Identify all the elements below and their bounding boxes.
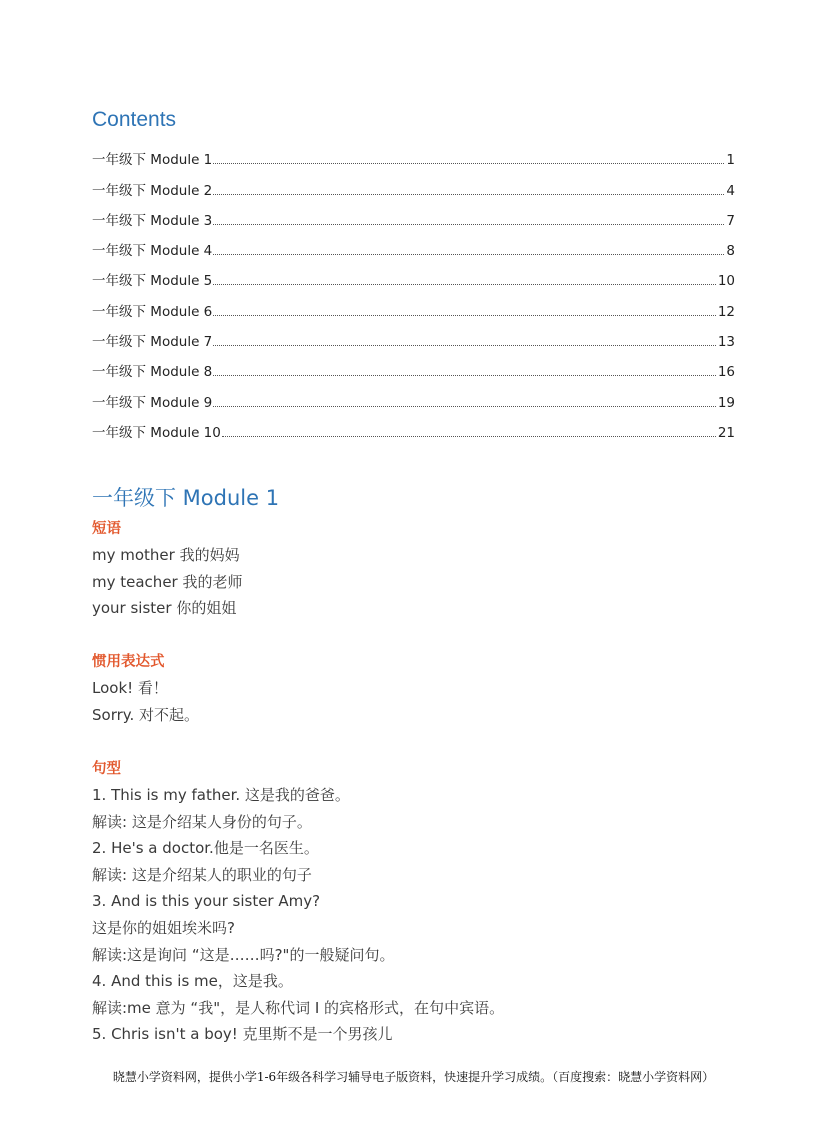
toc-item-page: 12	[717, 303, 735, 320]
toc-title: Contents	[92, 108, 177, 131]
module-title: 一年级下 Module 1	[92, 486, 280, 510]
toc-leader-dots	[213, 193, 724, 195]
toc-leader-dots	[213, 223, 724, 225]
toc-item-page: 4	[726, 182, 735, 199]
sentence-line: 2. He's a doctor.他是一名医生。	[92, 839, 319, 858]
phrases-section	[92, 516, 752, 622]
toc-item-label: 一年级下 Module 2	[92, 182, 213, 199]
expressions-heading: 惯用表达式	[92, 654, 165, 670]
toc-item[interactable]	[92, 411, 735, 441]
page-footer: 晓慧小学资料网，提供小学1-6年级各科学习辅导电子版资料，快速提升学习成绩。（百度搜索：晓慧小学资料网）	[112, 1070, 715, 1084]
phrase-line: my teacher 我的老师	[92, 572, 243, 591]
toc-leader-dots	[213, 374, 716, 376]
toc-item-page: 19	[717, 394, 735, 411]
table-of-contents	[92, 138, 735, 441]
toc-item-page: 16	[717, 364, 735, 381]
toc-leader-dots	[213, 253, 724, 255]
sentence-line: 5. Chris isn't a boy! 克里斯不是一个男孩儿	[92, 1025, 393, 1044]
toc-item-page: 7	[726, 212, 735, 229]
toc-item-page: 1	[726, 152, 735, 169]
toc-item[interactable]	[92, 380, 735, 410]
toc-item[interactable]	[92, 168, 735, 198]
sentences-section	[92, 756, 752, 1048]
toc-item-label: 一年级下 Module 9	[92, 394, 213, 411]
toc-item[interactable]	[92, 138, 735, 168]
expressions-section	[92, 649, 752, 728]
sentence-line: 1. This is my father. 这是我的爸爸。	[92, 786, 350, 804]
toc-item-label: 一年级下 Module 5	[92, 273, 213, 290]
toc-item[interactable]	[92, 259, 735, 289]
toc-item[interactable]	[92, 199, 735, 229]
sentence-line: 解读:这是询问 “这是……吗?"的一般疑问句。	[92, 945, 395, 964]
phrase-line: your sister 你的姐姐	[92, 599, 237, 618]
toc-item-label: 一年级下 Module 10	[92, 424, 221, 441]
sentence-line: 解读:me 意为 “我"，是人称代词 I 的宾格形式，在句中宾语。	[92, 998, 505, 1017]
sentence-line: 这是你的姐姐埃米吗?	[92, 918, 235, 937]
toc-item-page: 21	[717, 424, 735, 441]
toc-leader-dots	[213, 344, 716, 346]
sentence-line: 解读: 这是介绍某人的职业的句子	[92, 865, 312, 884]
sentence-line: 4. And this is me，这是我。	[92, 972, 293, 991]
toc-item-label: 一年级下 Module 1	[92, 152, 213, 169]
toc-item-label: 一年级下 Module 7	[92, 334, 213, 351]
toc-item-page: 10	[717, 273, 735, 290]
sentence-line: 解读: 这是介绍某人身份的句子。	[92, 812, 312, 831]
expression-line: Look! 看！	[92, 679, 168, 697]
toc-item-label: 一年级下 Module 6	[92, 303, 213, 320]
toc-item[interactable]	[92, 289, 735, 319]
phrases-heading: 短语	[92, 521, 121, 537]
toc-leader-dots	[213, 283, 716, 285]
toc-item-label: 一年级下 Module 3	[92, 212, 213, 229]
toc-item-label: 一年级下 Module 4	[92, 243, 213, 260]
toc-leader-dots	[213, 314, 716, 316]
phrase-line: my mother 我的妈妈	[92, 546, 240, 564]
toc-leader-dots	[222, 435, 716, 437]
toc-leader-dots	[213, 162, 724, 164]
sentence-line: 3. And is this your sister Amy?	[92, 892, 321, 911]
toc-item-label: 一年级下 Module 8	[92, 364, 213, 381]
toc-leader-dots	[213, 405, 716, 407]
toc-item-page: 13	[717, 334, 735, 351]
expression-line: Sorry. 对不起。	[92, 705, 200, 724]
toc-item-page: 8	[726, 243, 735, 260]
toc-item[interactable]	[92, 350, 735, 380]
sentences-heading: 句型	[92, 761, 121, 777]
toc-item[interactable]	[92, 320, 735, 350]
toc-item[interactable]	[92, 229, 735, 259]
